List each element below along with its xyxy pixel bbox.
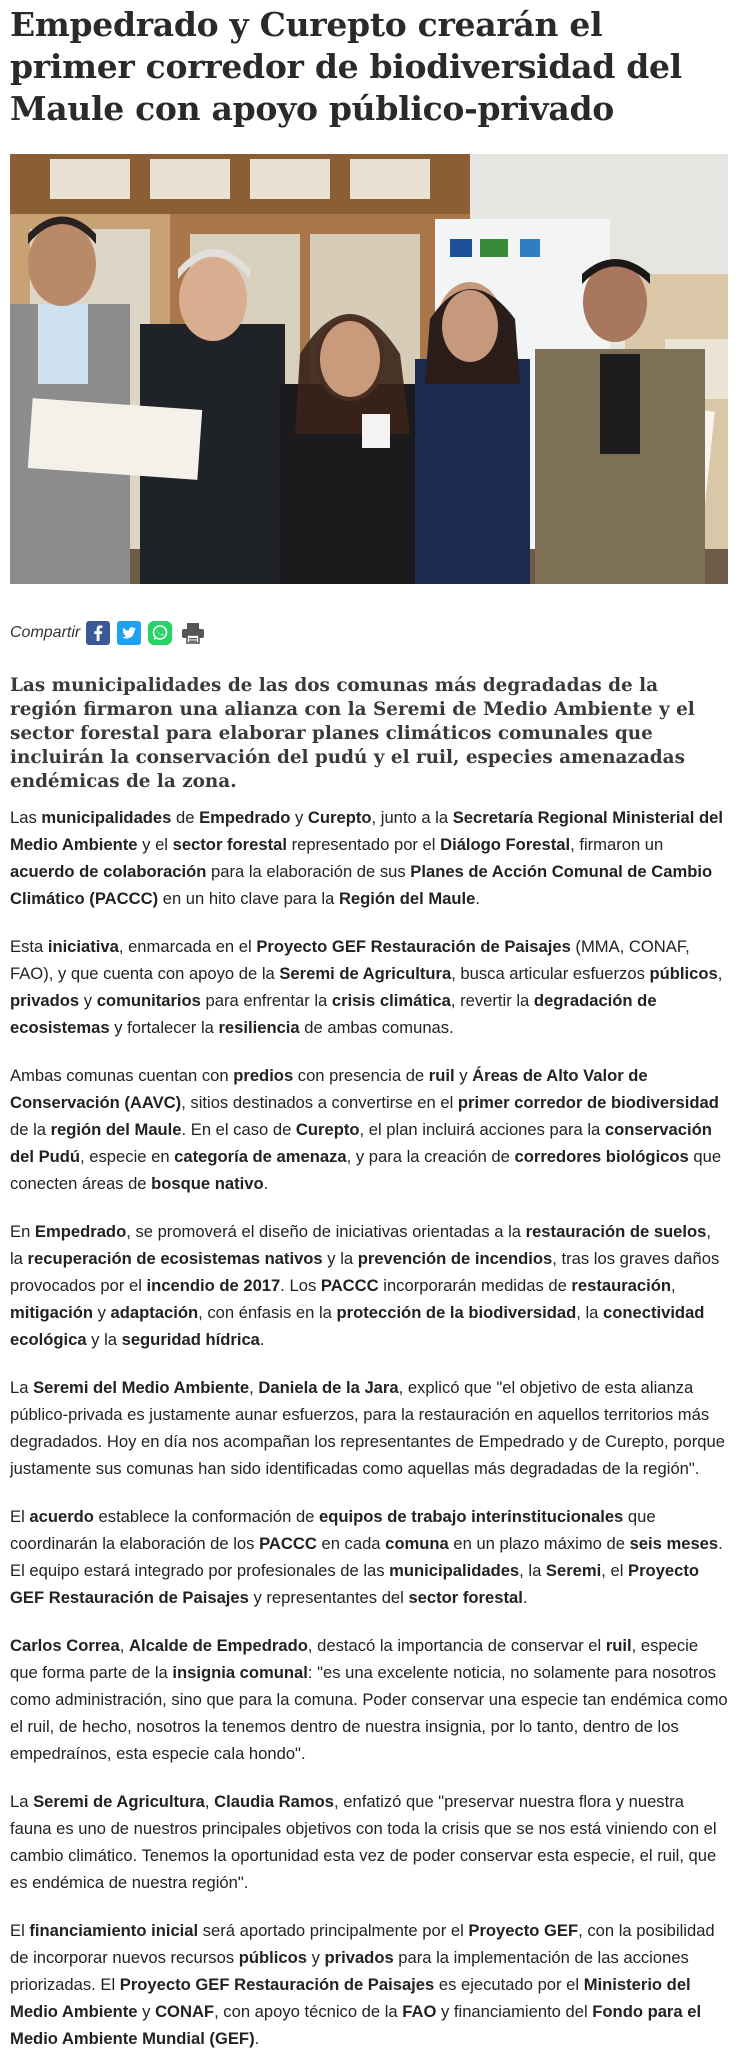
paragraph-text: , busca articular esfuerzos	[451, 964, 650, 983]
paragraph-text: ,	[249, 1378, 259, 1397]
paragraph-text: , tras los graves daños provocados por el	[10, 1249, 720, 1295]
paragraph-text: en un hito clave para la	[158, 889, 339, 908]
share-label: Compartir	[10, 624, 81, 641]
article-paragraph	[10, 1632, 728, 1767]
emphasis-text: FAO	[402, 2002, 437, 2021]
paragraph-text: ,	[671, 1276, 676, 1295]
paragraph-text: y	[454, 1066, 473, 1085]
article-paragraph	[10, 1917, 728, 2052]
paragraph-text: y	[92, 1303, 111, 1322]
paragraph-text: , destacó la importancia de conservar el	[307, 1636, 606, 1655]
paragraph-text: .	[475, 889, 481, 908]
paragraph-text: , explicó que "el objetivo de esta alianza público-privada es justamente aunar esfuerzos, para la restauración en aquellos territorios más degradados. Hoy en día nos acompañan los representantes de Empedrado y de Curepto, porque justamente sus comunas han sido identificadas como aquellas más degradadas de la región".	[10, 1378, 725, 1478]
article-body	[10, 804, 728, 2052]
paragraph-text: .	[263, 1174, 269, 1193]
emphasis-text: corredores biológicos	[514, 1147, 689, 1166]
print-icon	[180, 621, 206, 645]
paragraph-text: , el plan incluirá acciones para la	[359, 1120, 605, 1139]
paragraph-text: y el	[137, 835, 173, 854]
paragraph-text: y la	[86, 1330, 122, 1349]
paragraph-text: es ejecutado por el	[434, 1975, 584, 1994]
paragraph-text: , especie que forma parte de la	[10, 1636, 699, 1682]
emphasis-text: recuperación de ecosistemas nativos	[27, 1249, 323, 1268]
emphasis-text: públicos	[238, 1948, 307, 1967]
paragraph-text: ,	[717, 964, 723, 983]
paragraph-text: ,	[204, 1792, 215, 1811]
emphasis-text: equipos de trabajo interinstitucionales	[319, 1507, 624, 1526]
emphasis-text: Fondo para el Medio Ambiente Mundial (GEF)	[10, 2002, 702, 2048]
emphasis-text: mitigación	[10, 1303, 93, 1322]
paragraph-text: y	[79, 991, 97, 1010]
emphasis-text: Región del Maule	[338, 889, 476, 908]
emphasis-text: insignia comunal	[172, 1663, 308, 1682]
paragraph-text: ,	[119, 1636, 129, 1655]
paragraph-text: .	[259, 1330, 265, 1349]
emphasis-text: municipalidades	[41, 808, 172, 827]
emphasis-text: comuna	[385, 1534, 449, 1553]
emphasis-text: restauración	[571, 1276, 672, 1295]
paragraph-text: incorporarán medidas de	[378, 1276, 572, 1295]
paragraph-text: para enfrentar la	[200, 991, 332, 1010]
paragraph-text: En	[10, 1222, 35, 1241]
emphasis-text: ruil	[605, 1636, 632, 1655]
emphasis-text: conectividad ecológica	[10, 1303, 705, 1349]
emphasis-text: acuerdo de colaboración	[10, 862, 207, 881]
paragraph-text: La	[10, 1378, 34, 1397]
paragraph-text: y representantes del	[248, 1588, 409, 1607]
whatsapp-icon	[148, 621, 172, 645]
whatsapp-share-button[interactable]	[148, 621, 172, 645]
emphasis-text: públicos	[649, 964, 718, 983]
paragraph-text: .	[254, 2029, 260, 2048]
emphasis-text: degradación de ecosistemas	[10, 991, 657, 1037]
article-lead: Las municipalidades de las dos comunas más degradadas de la región firmaron una alianza con la Seremi de Medio Ambiente y el sector forestal para elaborar planes climáticos comunales que incluirán la conservación del pudú y el ruil, especies amenazadas endémicas de la zona.	[10, 675, 695, 792]
paragraph-text: , y para la creación de	[346, 1147, 515, 1166]
emphasis-text: Alcalde de Empedrado	[128, 1636, 308, 1655]
emphasis-text: adaptación	[110, 1303, 199, 1322]
paragraph-text: y	[290, 808, 308, 827]
paragraph-text: en cada	[316, 1534, 386, 1553]
print-button[interactable]	[179, 621, 207, 645]
emphasis-text: Planes de Acción Comunal de Cambio Climático (PACCC)	[10, 862, 713, 908]
paragraph-text: , la	[10, 1222, 712, 1268]
paragraph-text: : "es una excelente noticia, no solamente para nosotros como administración, sino que para la comuna. Poder conservar una especie tan endémica como el ruil, de hecho, nosotros la tenemos dentro de nuestra insignia, por lo tanto, dentro de los empedraínos, esta especie cala hondo".	[10, 1663, 728, 1763]
paragraph-text: de ambas comunas.	[299, 1018, 454, 1037]
paragraph-text: y financiamiento del	[436, 2002, 593, 2021]
emphasis-text: Seremi	[545, 1561, 602, 1580]
emphasis-text: Empedrado	[199, 808, 291, 827]
emphasis-text: Proyecto GEF	[468, 1921, 579, 1940]
emphasis-text: prevención de incendios	[357, 1249, 553, 1268]
paragraph-text: , la	[519, 1561, 546, 1580]
emphasis-text: protección de la biodiversidad	[336, 1303, 577, 1322]
paragraph-text: será aportado principalmente por el	[198, 1921, 469, 1940]
emphasis-text: Curepto	[295, 1120, 360, 1139]
emphasis-text: Claudia Ramos	[214, 1792, 335, 1811]
emphasis-text: comunitarios	[96, 991, 201, 1010]
paragraph-text: para la implementación de las acciones priorizadas. El	[10, 1948, 689, 1994]
emphasis-text: predios	[233, 1066, 294, 1085]
article	[0, 4, 738, 2052]
emphasis-text: privados	[324, 1948, 394, 1967]
paragraph-text: , con apoyo técnico de la	[214, 2002, 403, 2021]
emphasis-text: primer corredor de biodiversidad	[457, 1093, 719, 1112]
hero-photo-illustration	[10, 154, 728, 584]
article-paragraph	[10, 1503, 728, 1611]
paragraph-text: , se promoverá el diseño de iniciativas orientadas a la	[126, 1222, 526, 1241]
emphasis-text: Diálogo Forestal	[440, 835, 571, 854]
paragraph-text: (MMA, CONAF, FAO), y que cuenta con apoyo de la	[10, 937, 690, 983]
emphasis-text: CONAF	[155, 2002, 215, 2021]
paragraph-text: .	[522, 1588, 528, 1607]
emphasis-text: Proyecto GEF Restauración de Paisajes	[119, 1975, 435, 1994]
emphasis-text: Seremi del Medio Ambiente	[33, 1378, 250, 1397]
paragraph-text: El	[10, 1921, 30, 1940]
article-paragraph	[10, 933, 728, 1041]
emphasis-text: restauración de suelos	[525, 1222, 707, 1241]
paragraph-text: , junto a la	[371, 808, 453, 827]
emphasis-text: seis meses	[629, 1534, 719, 1553]
emphasis-text: acuerdo	[29, 1507, 94, 1526]
paragraph-text: establece la conformación de	[93, 1507, 320, 1526]
paragraph-text: y	[306, 1948, 325, 1967]
article-paragraph	[10, 804, 728, 912]
paragraph-text: , con la posibilidad de incorporar nuevos recursos	[10, 1921, 715, 1967]
paragraph-text: que conecten áreas de	[10, 1147, 722, 1193]
emphasis-text: Secretaría Regional Ministerial del Medio Ambiente	[10, 808, 723, 854]
paragraph-text: , firmaron un	[570, 835, 664, 854]
emphasis-text: Proyecto GEF Restauración de Paisajes	[10, 1561, 700, 1607]
paragraph-text: de	[171, 808, 200, 827]
paragraph-text: , revertir la	[450, 991, 534, 1010]
paragraph-text: en un plazo máximo de	[448, 1534, 630, 1553]
emphasis-text: Daniela de la Jara	[258, 1378, 399, 1397]
paragraph-text: y la	[322, 1249, 358, 1268]
emphasis-text: Empedrado	[34, 1222, 127, 1241]
paragraph-text: y fortalecer la	[109, 1018, 219, 1037]
paragraph-text: que coordinarán la elaboración de los	[10, 1507, 656, 1553]
paragraph-text: , el	[601, 1561, 629, 1580]
paragraph-text: , enfatizó que "preservar nuestra flora y nuestra fauna es uno de nuestros principales objetivos con toda la crisis que se nos está viniendo con el cambio climático. Tenemos la oportunidad esta vez de poder conservar esta especie, el ruil, que es endémica de nuestra región".	[10, 1792, 717, 1892]
emphasis-text: PACCC	[259, 1534, 317, 1553]
article-paragraph	[10, 1062, 728, 1197]
paragraph-text: , especie en	[80, 1147, 175, 1166]
paragraph-text: , enmarcada en el	[118, 937, 257, 956]
emphasis-text: sector forestal	[408, 1588, 523, 1607]
emphasis-text: crisis climática	[331, 991, 451, 1010]
paragraph-text: Ambas comunas cuentan con	[10, 1066, 234, 1085]
paragraph-text: . En el caso de	[181, 1120, 296, 1139]
article-paragraph	[10, 1788, 728, 1896]
facebook-icon	[86, 621, 110, 645]
emphasis-text: Curepto	[307, 808, 372, 827]
paragraph-text: para la elaboración de sus	[206, 862, 411, 881]
article-paragraph	[10, 1374, 728, 1482]
paragraph-text: . El equipo estará integrado por profesionales de las	[10, 1534, 723, 1580]
article-paragraph	[10, 1218, 728, 1353]
paragraph-text: , la	[576, 1303, 603, 1322]
paragraph-text: . Los	[280, 1276, 321, 1295]
emphasis-text: financiamiento inicial	[29, 1921, 199, 1940]
twitter-icon	[117, 621, 141, 645]
emphasis-text: Seremi de Agricultura	[33, 1792, 205, 1811]
emphasis-text: privados	[10, 991, 80, 1010]
paragraph-text: Esta	[10, 937, 48, 956]
emphasis-text: bosque nativo	[151, 1174, 264, 1193]
emphasis-text: conservación del Pudú	[10, 1120, 712, 1166]
paragraph-text: con presencia de	[293, 1066, 429, 1085]
emphasis-text: PACCC	[320, 1276, 379, 1295]
emphasis-text: seguridad hídrica	[121, 1330, 260, 1349]
emphasis-text: Carlos Correa	[10, 1636, 120, 1655]
emphasis-text: Proyecto GEF Restauración de Paisajes	[256, 937, 571, 956]
paragraph-text: , sitios destinados a convertirse en el	[181, 1093, 458, 1112]
emphasis-text: Ministerio del Medio Ambiente	[10, 1975, 691, 2021]
headline: Empedrado y Curepto crearán el primer corredor de biodiversidad del Maule con apoyo público-privado	[10, 5, 682, 128]
emphasis-text: sector forestal	[172, 835, 287, 854]
twitter-share-button[interactable]	[117, 621, 141, 645]
paragraph-text: , con énfasis en la	[198, 1303, 337, 1322]
paragraph-text: de la	[10, 1120, 51, 1139]
emphasis-text: iniciativa	[47, 937, 119, 956]
emphasis-text: incendio de 2017	[146, 1276, 281, 1295]
facebook-share-button[interactable]	[86, 621, 110, 645]
hero-photo	[10, 154, 728, 584]
paragraph-text: representado por el	[286, 835, 441, 854]
emphasis-text: municipalidades	[389, 1561, 520, 1580]
emphasis-text: categoría de amenaza	[174, 1147, 347, 1166]
emphasis-text: ruil	[428, 1066, 455, 1085]
paragraph-text: y	[137, 2002, 156, 2021]
emphasis-text: Áreas de Alto Valor de Conservación (AAVC)	[10, 1066, 648, 1112]
paragraph-text: Las	[10, 808, 42, 827]
emphasis-text: Seremi de Agricultura	[279, 964, 452, 983]
emphasis-text: región del Maule	[50, 1120, 182, 1139]
paragraph-text: El	[10, 1507, 30, 1526]
paragraph-text: La	[10, 1792, 34, 1811]
emphasis-text: resiliencia	[218, 1018, 300, 1037]
share-bar	[10, 618, 728, 648]
